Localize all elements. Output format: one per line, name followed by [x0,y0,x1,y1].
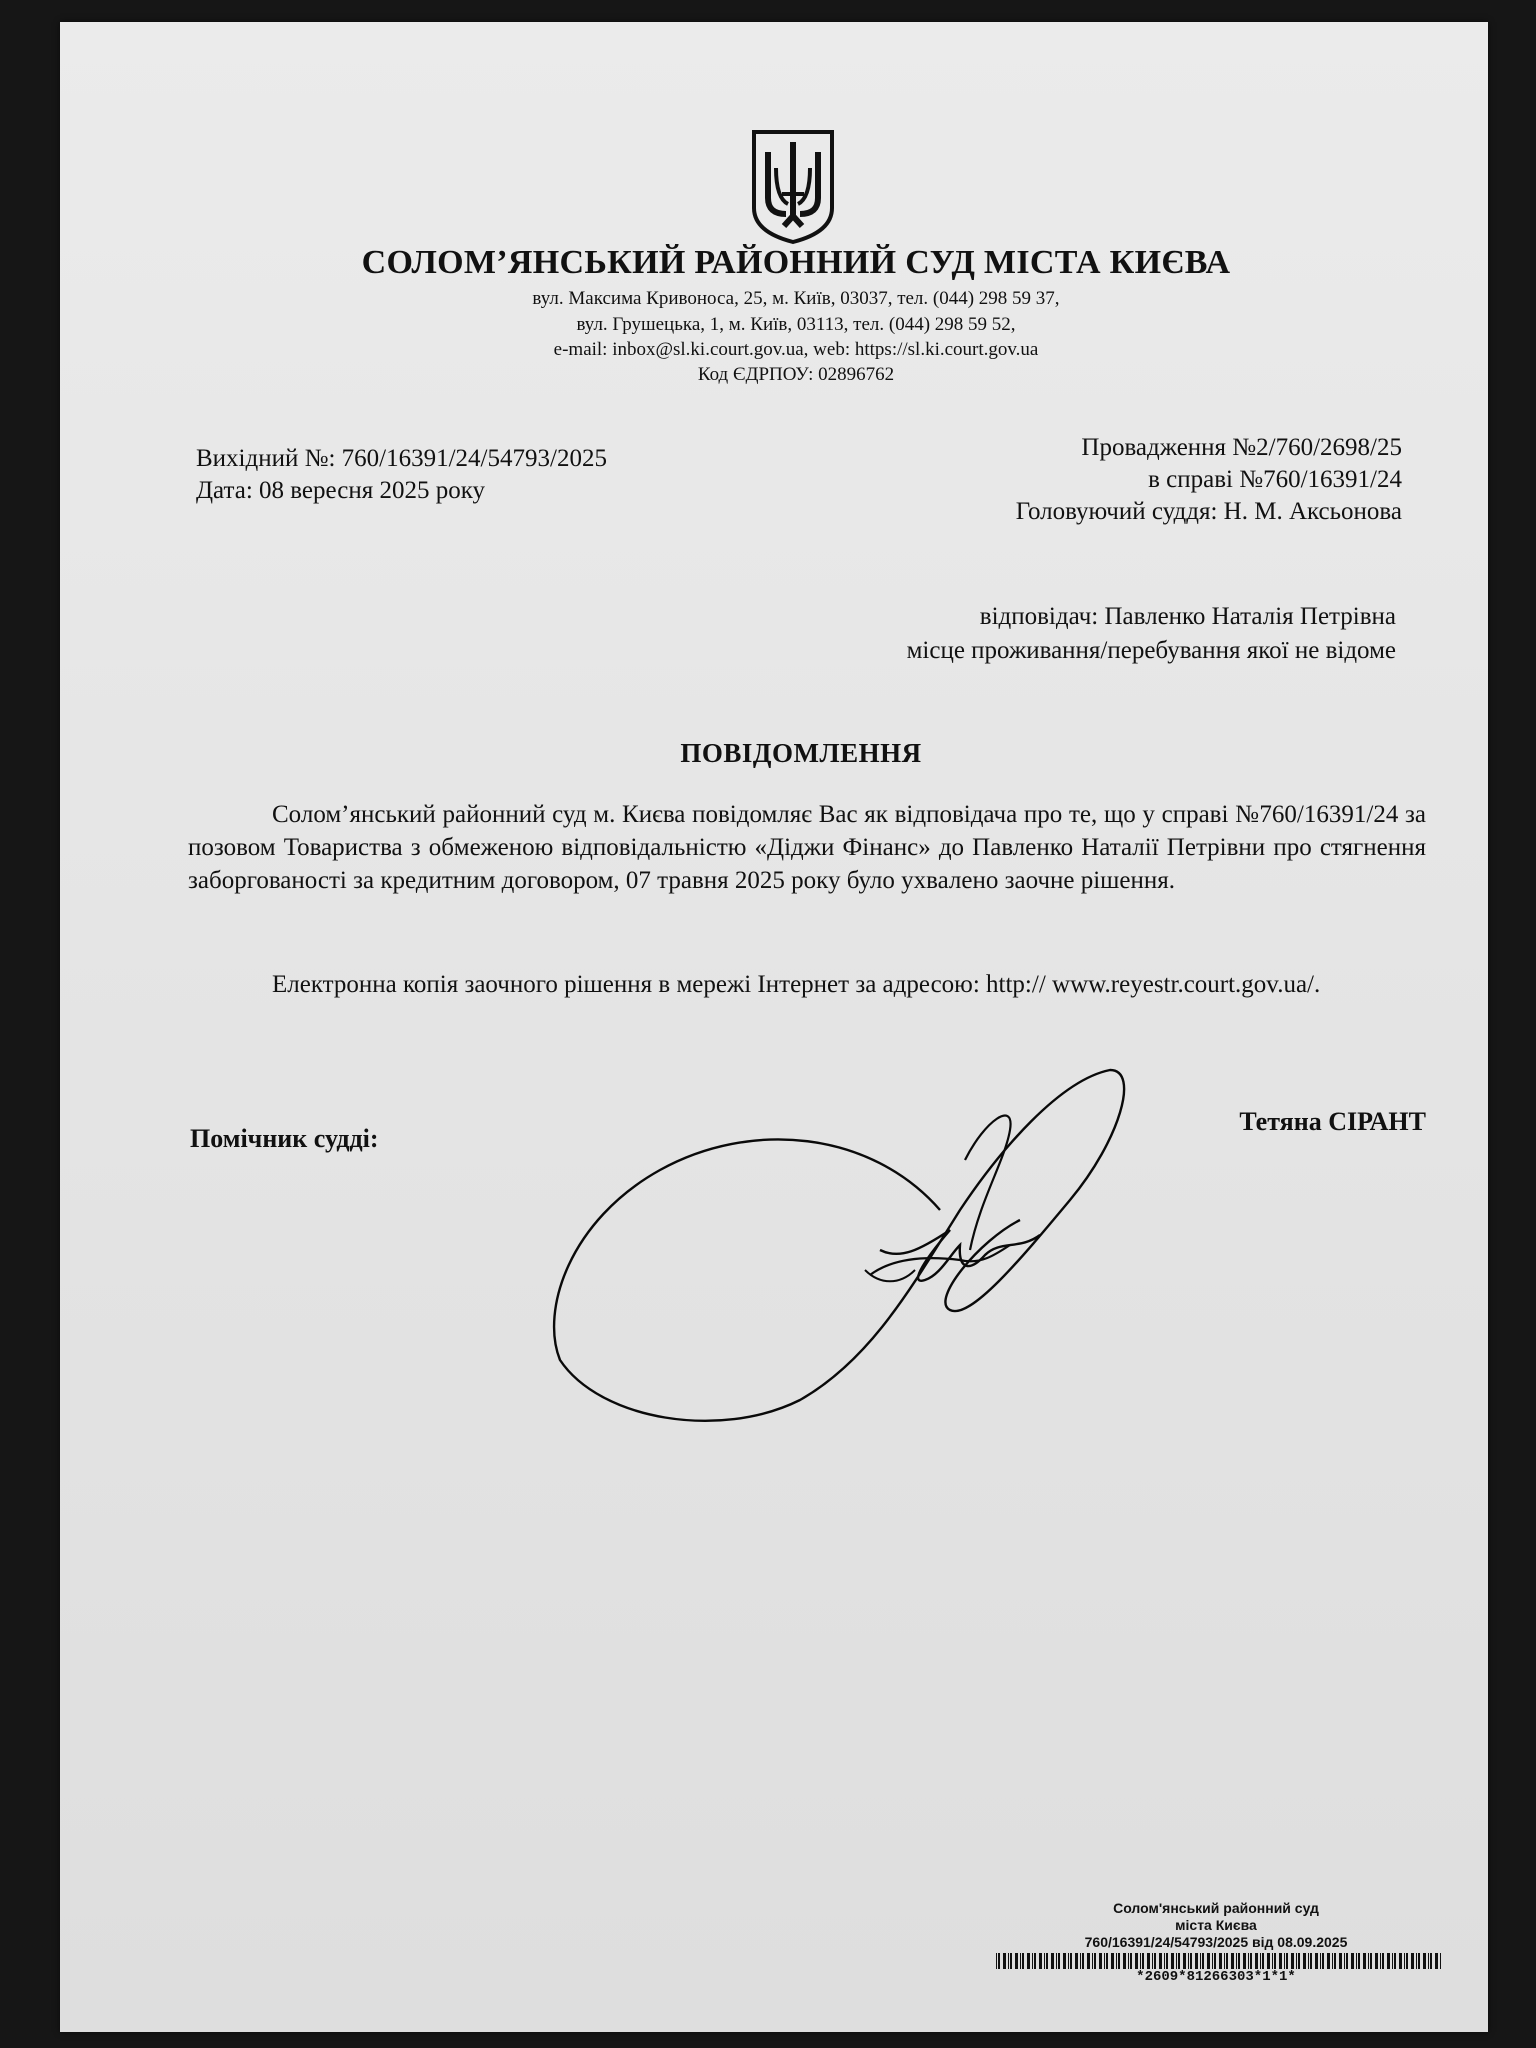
barcode-bar [1094,1953,1096,1969]
barcode-number: *2609*81266303*1*1* [1136,1969,1296,1985]
barcode-bar [1087,1953,1090,1969]
barcode-bar [1286,1953,1288,1969]
barcode-bar [1118,1953,1120,1969]
barcode-bar [1224,1953,1225,1969]
barcode-bar [1171,1953,1174,1969]
barcode-bar [1356,1953,1357,1969]
barcode-bar [1332,1953,1333,1969]
recipient-address: місце проживання/перебування якої не відоме [906,637,1396,664]
barcode-bar [1070,1953,1072,1969]
barcode-bar [1303,1953,1306,1969]
barcode-bar [1058,1953,1060,1969]
barcode-bar [1411,1953,1414,1969]
barcode-bar [1214,1953,1216,1969]
stamp-court-name: Солом'янський районний суд [1113,1900,1319,1916]
barcode-bar [1116,1953,1117,1969]
barcode-bar [1248,1953,1249,1969]
barcode-bar [1106,1953,1108,1969]
barcode-bar [1190,1953,1192,1969]
barcode-bar [1370,1953,1372,1969]
barcode-bar [1430,1953,1432,1969]
barcode-bar [1315,1953,1318,1969]
barcode-bar [1334,1953,1336,1969]
barcode-bar [1034,1953,1036,1969]
proceeding-number: Провадження №2/760/2698/25 [1081,434,1402,461]
barcode-bar [1104,1953,1105,1969]
registration-stamp [996,1900,1436,1985]
barcode-bar [1399,1953,1402,1969]
barcode-bar [1363,1953,1366,1969]
court-contacts: e-mail: inbox@sl.ki.court.gov.ua, web: https://sl.ki.court.gov.ua [553,339,1039,360]
barcode-bar [1394,1953,1396,1969]
barcode-bar [1272,1953,1273,1969]
barcode-bar [1418,1953,1420,1969]
barcode-bar [1440,1953,1441,1969]
barcode-bar [1075,1953,1078,1969]
barcode-bar [1298,1953,1300,1969]
barcode-bar [1226,1953,1228,1969]
barcode-bar [1344,1953,1345,1969]
barcode-bar [1188,1953,1189,1969]
barcode-bar [998,1953,1000,1969]
outgoing-registration [196,443,607,507]
barcode-bar [1166,1953,1168,1969]
court-edrpou: Код ЄДРПОУ: 02896762 [697,364,895,385]
barcode-bar [1267,1953,1270,1969]
court-name: СОЛОМ’ЯНСЬКИЙ РАЙОННИЙ СУД МІСТА КИЄВА [361,244,1231,281]
barcode-bar [1159,1953,1162,1969]
court-address-1: вул. Максима Кривоноса, 25, м. Київ, 03037, тел. (044) 298 59 37, [532,288,1060,309]
barcode-bar [1080,1953,1081,1969]
barcode-bar [1044,1953,1045,1969]
barcode-bar [1202,1953,1204,1969]
barcode-bar [996,1953,997,1969]
barcode-bar [1262,1953,1264,1969]
recipient-block [907,600,1396,668]
barcode-bar [1032,1953,1033,1969]
barcode-bar [1164,1953,1165,1969]
handwritten-signature [540,1060,1140,1440]
barcode-bar [1322,1953,1324,1969]
document-title: ПОВІДОМЛЕННЯ [680,738,922,768]
stamp-city: міста Києва [1175,1917,1257,1933]
barcode-bar [1200,1953,1201,1969]
barcode-bar [1310,1953,1312,1969]
presiding-judge: Головуючий суддя: Н. М. Аксьонова [1015,498,1402,525]
barcode-bar [1140,1953,1141,1969]
barcode-bar [1039,1953,1042,1969]
barcode-bar [1099,1953,1102,1969]
barcode-bar [1003,1953,1006,1969]
stamp-reg-number: 760/16391/24/54793/2025 від 08.09.2025 [1084,1934,1348,1950]
barcode-bar [1255,1953,1258,1969]
barcode-bar [1046,1953,1048,1969]
barcode-bar [1135,1953,1138,1969]
barcode-bar [1320,1953,1321,1969]
barcode-bar [1147,1953,1150,1969]
barcode-bar [1260,1953,1261,1969]
barcode-bar [1238,1953,1240,1969]
notice-paragraph: Солом’янський районний суд м. Києва повідомляє Вас як відповідача про те, що у справі №760/16391/24 за позовом Товариства з обмеженою відповідальністю «Діджи Фінанс» до Павленко Наталії Петрівни про стягнення заборгованості за кредитним договором, 07 травня 2025 року було ухвалено заочне рішення. [188,801,1426,894]
court-address-2: вул. Грушецька, 1, м. Київ, 03113, тел. (044) 298 59 52, [576,314,1016,335]
case-number: в справі №760/16391/24 [1148,466,1402,493]
barcode-bar [1243,1953,1246,1969]
barcode-bar [1154,1953,1156,1969]
barcode-bar [1015,1953,1018,1969]
barcode-bar [1428,1953,1429,1969]
recipient-name: відповідач: Павленко Наталія Петрівна [979,603,1396,630]
signer-name: Тетяна СІРАНТ [1239,1107,1426,1136]
barcode-bar [1142,1953,1144,1969]
barcode-bar [1236,1953,1237,1969]
barcode-bar [1092,1953,1093,1969]
barcode-bar [1123,1953,1126,1969]
barcode-bar [1027,1953,1030,1969]
barcode-bar [1178,1953,1180,1969]
barcode-bar [1382,1953,1384,1969]
barcode-bar [1296,1953,1297,1969]
barcode-bar [1056,1953,1057,1969]
barcode-bar [1068,1953,1069,1969]
barcode-bar [1387,1953,1390,1969]
barcode-bar [1010,1953,1012,1969]
barcode-bar [1351,1953,1354,1969]
barcode-bar [1020,1953,1021,1969]
barcode-bar [1375,1953,1378,1969]
outgoing-number: Вихідний №: 760/16391/24/54793/2025 [196,445,607,472]
barcode-bar [1406,1953,1408,1969]
barcode-bar [1008,1953,1009,1969]
barcode-bar [1284,1953,1285,1969]
barcode-bar [1279,1953,1282,1969]
barcode-bar [1291,1953,1294,1969]
barcode-bar [1082,1953,1084,1969]
barcode-bar [1250,1953,1252,1969]
barcode-bar [1339,1953,1342,1969]
barcode-bar [1130,1953,1132,1969]
barcode-bar [1183,1953,1186,1969]
barcode-bar [1327,1953,1330,1969]
barcode-bar [1416,1953,1417,1969]
barcode-bar [1207,1953,1210,1969]
barcode-bar [1051,1953,1054,1969]
barcode-bar [1346,1953,1348,1969]
signer-role: Помічник судді: [190,1124,379,1153]
link-paragraph: Електронна копія заочного рішення в мережі Інтернет за адресою: http:// www.reyestr.court.gov.ua/. [272,971,1321,998]
barcode-bar [1404,1953,1405,1969]
barcode-bar [1308,1953,1309,1969]
barcode-bar [1128,1953,1129,1969]
barcode-bar [1368,1953,1369,1969]
barcode-bar [1063,1953,1066,1969]
barcode [996,1953,1442,1969]
barcode-bar [1022,1953,1024,1969]
barcode-bar [1231,1953,1234,1969]
barcode-bar [1212,1953,1213,1969]
barcode-bar [1152,1953,1153,1969]
barcode-bar [1392,1953,1393,1969]
barcode-bar [1274,1953,1276,1969]
trident-emblem-icon [748,128,838,246]
barcode-bar [1435,1953,1438,1969]
barcode-bar [1111,1953,1114,1969]
barcode-bar [1380,1953,1381,1969]
barcode-bar [1195,1953,1198,1969]
barcode-bar [1358,1953,1360,1969]
barcode-bar [1423,1953,1426,1969]
case-registration [1016,432,1402,528]
barcode-bar [1219,1953,1222,1969]
barcode-bar [1176,1953,1177,1969]
outgoing-date: Дата: 08 вересня 2025 року [196,477,486,504]
